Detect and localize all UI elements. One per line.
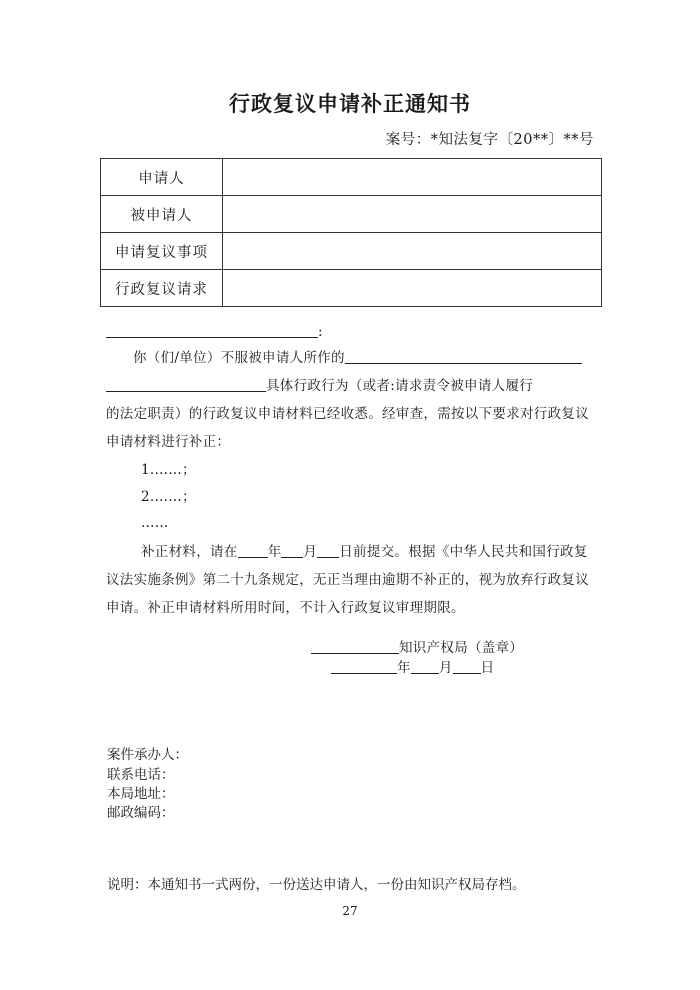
row-value-respondent (223, 196, 602, 233)
explanation-note: 说明：本通知书一式两份，一份送达申请人，一份由知识产权局存档。 (107, 877, 526, 893)
table-row (101, 196, 602, 233)
bureau-address-label: 本局地址： (107, 786, 175, 802)
blank-year (238, 542, 268, 558)
row-value-matter (223, 233, 602, 270)
paragraph-2-line-2: 议法实施条例》第二十九条规定，无正当理由逾期不补正的，视为放弃行政复议 (106, 572, 589, 588)
applicant-info-table (100, 158, 602, 307)
p2-year: 年 (267, 544, 282, 560)
sign-year: 年 (397, 660, 411, 676)
list-item: 1.……； (141, 462, 196, 478)
blank-bureau (311, 638, 399, 654)
case-handler-label: 案件承办人： (107, 747, 188, 763)
page-number: 27 (342, 904, 358, 918)
table-row (101, 159, 602, 196)
sign-day: 日 (480, 660, 495, 676)
blank-day (317, 542, 339, 558)
table-row (101, 270, 602, 307)
bureau-seal-text: 知识产权局（盖章） (399, 640, 524, 656)
row-label-applicant: 申请人 (101, 159, 223, 196)
list-item: …… (141, 515, 169, 531)
table-row (101, 233, 602, 270)
case-number: 案号：*知法复字〔20**〕**号 (385, 132, 594, 148)
p1-start-text: 你（们/单位）不服被申请人所作的 (133, 350, 345, 366)
p2-month: 月 (303, 544, 318, 560)
sign-month: 月 (438, 660, 453, 676)
paragraph-1-line-4: 申请材料进行补正： (106, 434, 231, 450)
row-value-applicant (223, 159, 602, 196)
list-item: 2.……； (141, 489, 196, 505)
paragraph-1-line-3: 的法定职责）的行政复议申请材料已经收悉。经审查，需按以下要求对行政复议 (106, 406, 589, 422)
blank-decision (345, 348, 582, 364)
document-title: 行政复议申请补正通知书 (229, 92, 471, 116)
paragraph-2-line-1 (141, 542, 588, 562)
p2-day-text: 日前提交。根据《中华人民共和国行政复 (339, 544, 588, 560)
addressee-colon: : (318, 324, 323, 340)
addressee-line (106, 322, 323, 342)
signature-bureau (311, 638, 523, 658)
paragraph-2-line-3: 申请。补正申请材料所用时间，不计入行政复议审理期限。 (106, 600, 465, 616)
paragraph-1-line-2 (106, 376, 533, 396)
row-label-matter: 申请复议事项 (101, 233, 223, 270)
p2-text-a: 补正材料，请在 (141, 544, 238, 560)
row-label-request: 行政复议请求 (101, 270, 223, 307)
postcode-label: 邮政编码： (107, 805, 175, 821)
signature-date (331, 658, 494, 678)
blank-act (106, 376, 266, 392)
blank-sign-day (453, 658, 481, 674)
row-label-respondent: 被申请人 (101, 196, 223, 233)
p1-line2-text: 具体行政行为（或者:请求责令被申请人履行 (266, 378, 534, 394)
blank-month (281, 542, 303, 558)
contact-phone-label: 联系电话： (107, 767, 175, 783)
blank-sign-month (411, 658, 439, 674)
paragraph-1-line-1 (133, 348, 582, 368)
blank-addressee (106, 322, 318, 338)
blank-sign-year (331, 658, 397, 674)
row-value-request (223, 270, 602, 307)
